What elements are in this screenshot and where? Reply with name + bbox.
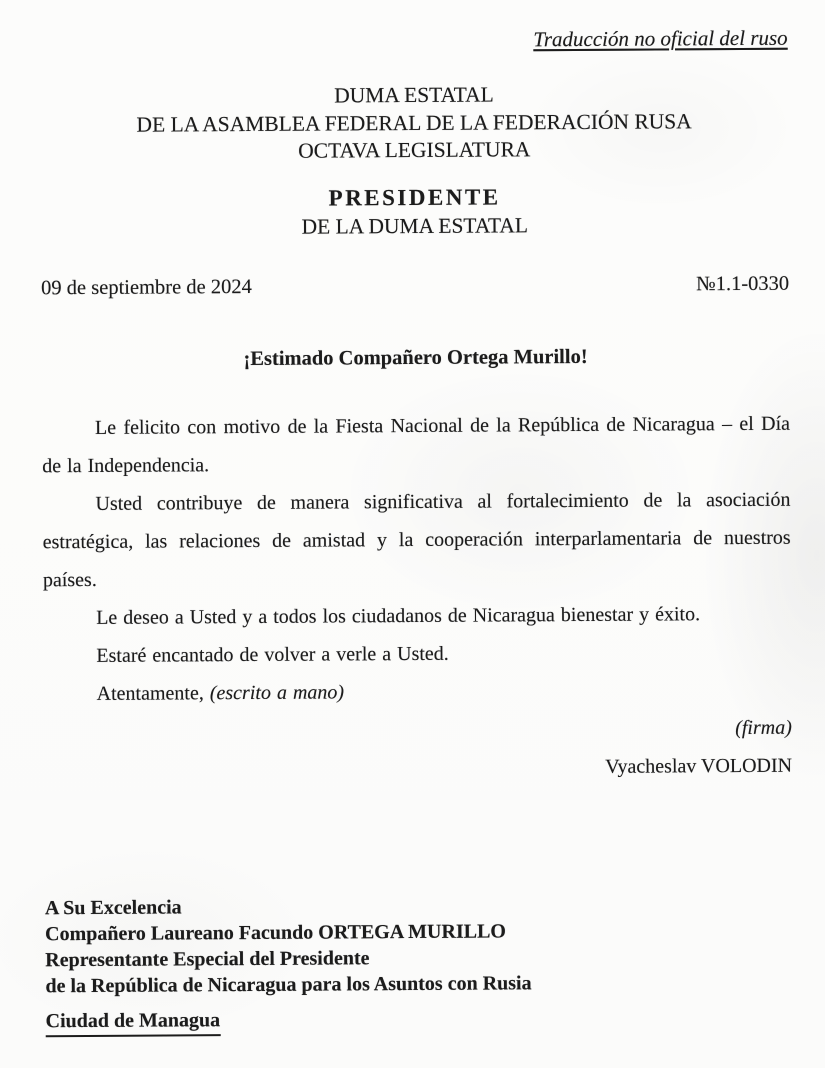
recipient-line4: de la República de Nicaragua para los Asuntos con Rusia bbox=[45, 972, 532, 998]
body-paragraph: Le felicito con motivo de la Fiesta Nacional de la República de Nicaragua – el Día de la Independencia. bbox=[42, 412, 791, 478]
letterhead-org-line3: OCTAVA LEGISLATURA bbox=[298, 137, 531, 164]
body-paragraph: Estaré encantado de volver a verle a Usted. bbox=[96, 642, 449, 667]
president-title: PRESIDENTE bbox=[328, 184, 501, 211]
president-block bbox=[41, 182, 789, 243]
letterhead-org-line2: DE LA ASAMBLEA FEDERAL DE LA FEDERACIÓN RUSA bbox=[136, 109, 692, 137]
recipient-line1: A Su Excelencia bbox=[44, 896, 182, 920]
recipient-line3: Representante Especial del Presidente bbox=[45, 947, 370, 972]
body-paragraph: Usted contribuye de manera significativa al fortalecimiento de la asociación estratégica, las relaciones de amistad y la cooperación interparlamentaria de nuestros países. bbox=[42, 488, 791, 592]
letterhead-org-line1: DUMA ESTATAL bbox=[334, 82, 494, 108]
handwritten-note: (escrito a mano) bbox=[209, 681, 345, 705]
letterhead bbox=[40, 80, 788, 168]
recipient-block bbox=[45, 891, 794, 1038]
signature-block bbox=[44, 709, 792, 790]
president-subtitle: DE LA DUMA ESTATAL bbox=[301, 213, 529, 239]
signature-placeholder-note: (firma) bbox=[735, 716, 792, 739]
recipient-line2: Compañero Laureano Facundo ORTEGA MURILLO bbox=[45, 920, 506, 946]
reference-number: №1.1-0330 bbox=[696, 272, 790, 296]
translation-note: Traducción no oficial del ruso bbox=[533, 25, 788, 52]
salutation: ¡Estimado Compañero Ortega Murillo! bbox=[243, 345, 588, 370]
closing-label: Atentamente, bbox=[96, 682, 210, 705]
letter-body bbox=[42, 405, 792, 714]
date-reference-row bbox=[41, 273, 789, 301]
body-paragraph: Le deseo a Usted y a todos los ciudadanos de Nicaragua bienestar y éxito. bbox=[96, 603, 701, 629]
closing-line bbox=[44, 671, 792, 714]
recipient-city: Ciudad de Managua bbox=[46, 1004, 794, 1038]
signatory-name: Vyacheslav VOLODIN bbox=[605, 754, 793, 778]
letter-date: 09 de septiembre de 2024 bbox=[41, 275, 252, 300]
